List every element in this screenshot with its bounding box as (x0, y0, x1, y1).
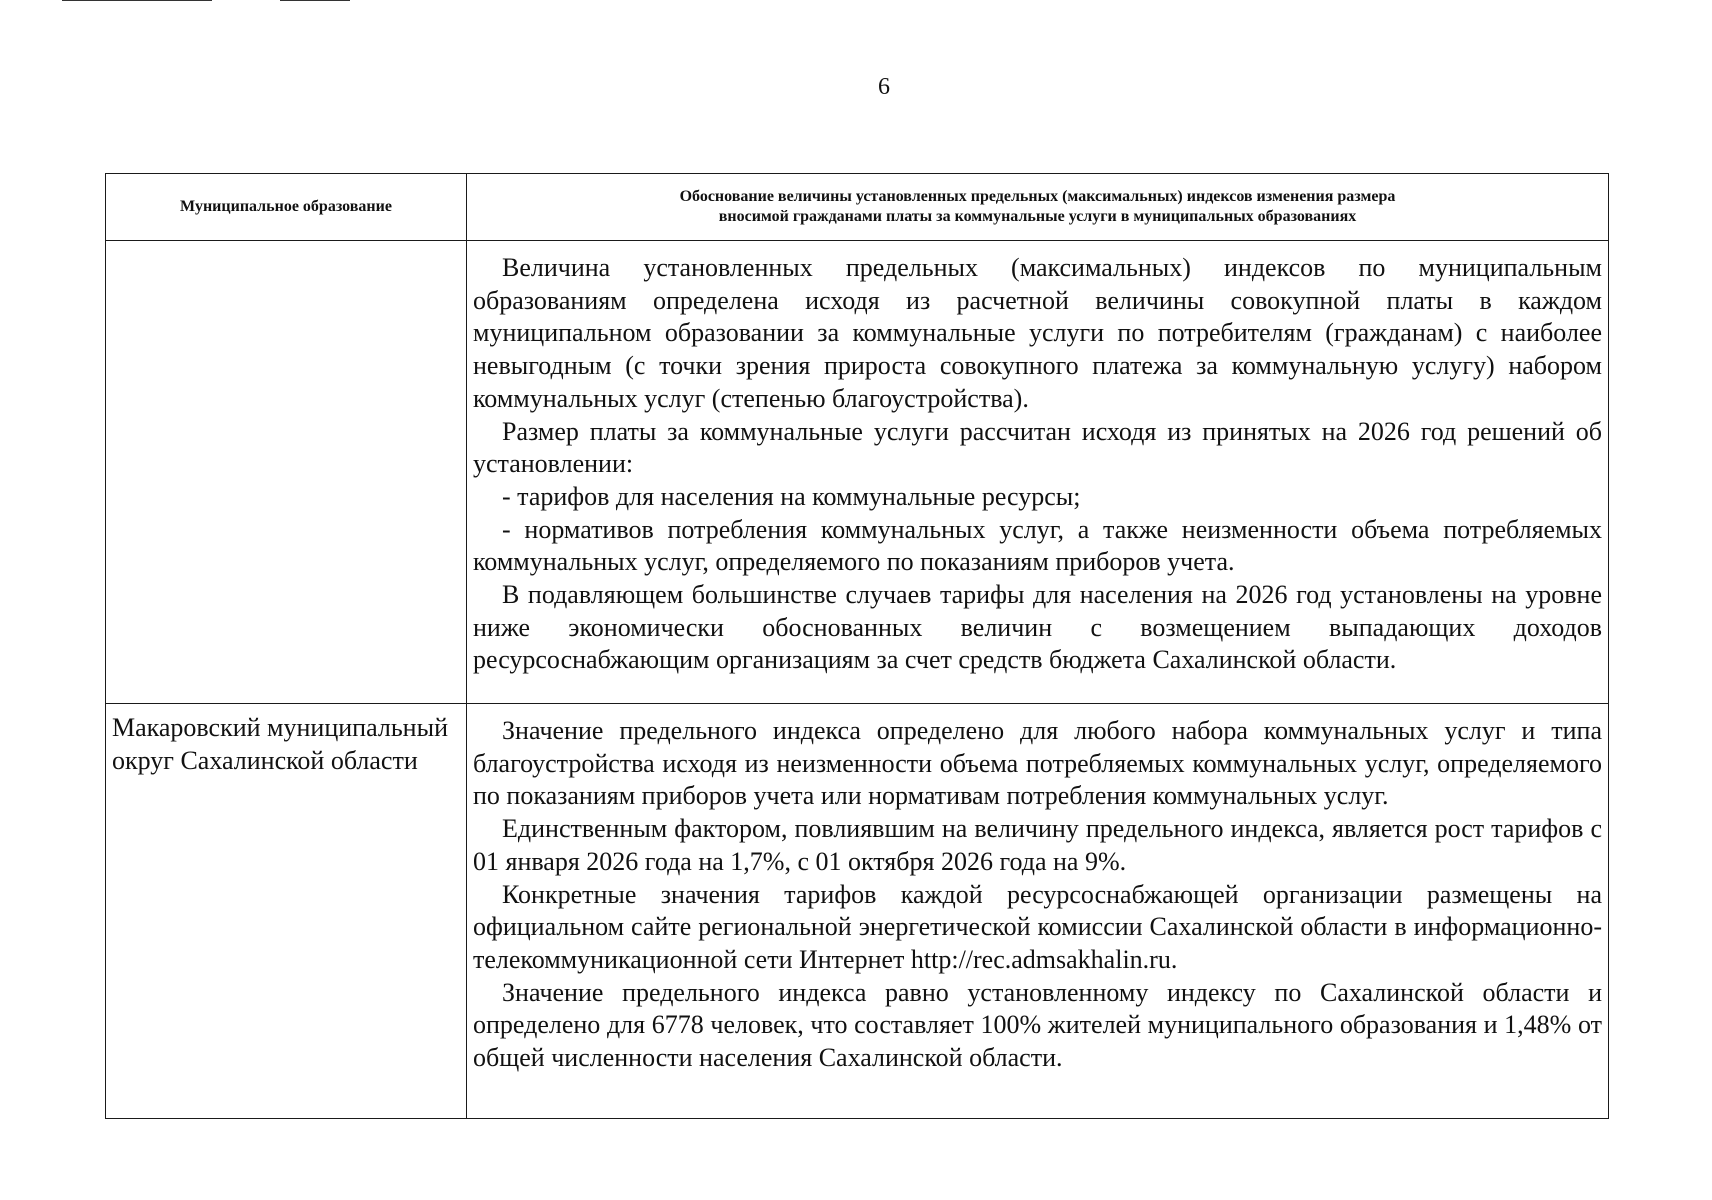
paragraph: - нормативов потребления коммунальных услуг, а также неизменности объема потребляемых коммунальных услуг, определяемого по показаниям приборов учета. (473, 514, 1602, 577)
paragraph: Конкретные значения тарифов каждой ресурсоснабжающей организации размещены на официальном сайте региональной энергетической комиссии Сахалинской области в информационно-телекоммуникационной сети Интернет http://rec.admsakhalin.ru. (473, 879, 1602, 974)
scan-artifact-line (62, 0, 212, 1)
justification-cell (467, 241, 1609, 704)
table-header-row (106, 174, 1609, 241)
table-row (106, 704, 1609, 1119)
paragraph: Значение предельного индекса определено для любого набора коммунальных услуг и типа благоустройства исходя из неизменности объема потребляемых коммунальных услуг, определяемого по показаниям приборов учета или нормативам потребления коммунальных услуг. (473, 716, 1602, 811)
scan-artifact-line (280, 0, 350, 1)
header-justification (467, 174, 1609, 241)
table-row (106, 241, 1609, 704)
page-number: 6 (878, 74, 890, 100)
justification-table (105, 173, 1609, 1119)
header-justification-line-1: Обоснование величины установленных предельных (максимальных) индексов изменения размера (679, 188, 1396, 205)
paragraph: В подавляющем большинстве случаев тарифы для населения на 2026 год установлены на уровне ниже экономически обоснованных величин с возмещением выпадающих доходов ресурсоснабжающим организациям за счет средств бюджета Сахалинской области. (473, 580, 1602, 675)
paragraph: Единственным фактором, повлиявшим на величину предельного индекса, является рост тарифов с 01 января 2026 года на 1,7%, с 01 октября 2026 года на 9%. (473, 814, 1602, 876)
header-justification-line-2: вносимой гражданами платы за коммунальные услуги в муниципальных образованиях (718, 208, 1357, 225)
paragraph: Величина установленных предельных (максимальных) индексов по муниципальным образованиям определена исходя из расчетной величины совокупной платы в каждом муниципальном образовании за коммунальные услуги по потребителям (гражданам) с наиболее невыгодным (с точки зрения прироста совокупного платежа за коммунальную услугу) набором коммунальных услуг (степенью благоустройства). (473, 253, 1602, 413)
paragraph: Размер платы за коммунальные услуги рассчитан исходя из принятых на 2026 год решений об установлении: (473, 416, 1602, 479)
paragraph: Значение предельного индекса равно установленному индексу по Сахалинской области и определено для 6778 человек, что составляет 100% жителей муниципального образования и 1,48% от общей численности населения Сахалинской области. (473, 977, 1602, 1073)
header-municipality: Муниципальное образование (106, 174, 467, 241)
municipality-cell (106, 241, 467, 704)
municipality-cell: Макаровский муниципальный округ Сахалинской области (106, 704, 467, 1119)
paragraph: - тарифов для населения на коммунальные ресурсы; (502, 481, 1081, 511)
justification-cell (467, 704, 1609, 1119)
